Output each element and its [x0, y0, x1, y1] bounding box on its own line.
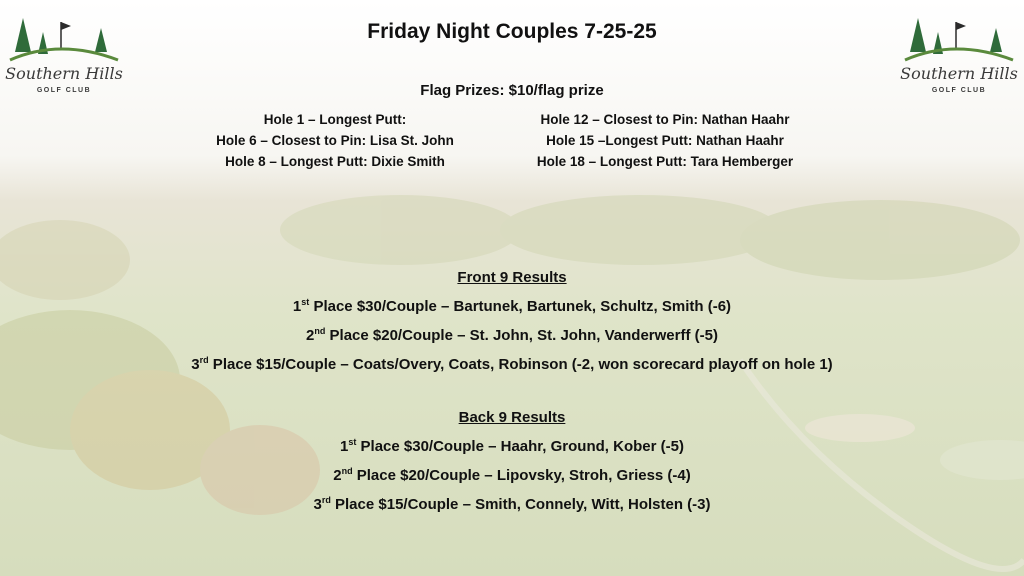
place-text: Place $30/Couple – Haahr, Ground, Kober (-5) [356, 438, 684, 455]
back-9-heading: Back 9 Results [458, 409, 566, 426]
result-line [0, 290, 1024, 319]
flag-prize-item: Hole 18 – Longest Putt: Tara Hemberger [536, 154, 794, 169]
result-line [0, 488, 1024, 517]
flag-prizes-right-column [510, 109, 820, 172]
place-number: 3 [313, 496, 322, 513]
place-number: 2 [333, 467, 342, 484]
place-text: Place $15/Couple – Smith, Connely, Witt, Holsten (-3) [330, 496, 711, 513]
place-suffix: nd [314, 326, 326, 336]
flag-prizes-heading: Flag Prizes: $10/flag prize [420, 82, 604, 99]
page-title: Friday Night Couples 7-25-25 [367, 20, 657, 43]
place-text: Place $20/Couple – Lipovsky, Stroh, Griess (-4) [352, 467, 691, 484]
place-suffix: rd [199, 355, 209, 365]
place-number: 1 [292, 298, 302, 315]
flag-prize-item: Hole 15 –Longest Putt: Nathan Haahr [546, 133, 784, 148]
flag-prize-item: Hole 1 – Longest Putt: [263, 112, 407, 127]
place-suffix: st [301, 297, 310, 307]
logo-subtitle: GOLF CLUB [931, 87, 987, 94]
front-9-heading: Front 9 Results [457, 269, 567, 286]
flag-prize-item: Hole 8 – Longest Putt: Dixie Smith [225, 154, 445, 169]
place-number: 2 [306, 327, 315, 344]
result-line [0, 348, 1024, 377]
place-suffix: nd [341, 466, 353, 476]
result-line [0, 319, 1024, 348]
result-line [0, 430, 1024, 459]
front-9-results [0, 266, 1024, 377]
logo-name: Southern Hills [5, 64, 123, 83]
place-text: Place $20/Couple – St. John, St. John, Vanderwerff (-5) [325, 327, 718, 344]
flag-prizes-left-column [190, 109, 480, 172]
logo-name: Southern Hills [900, 64, 1018, 83]
place-text: Place $30/Couple – Bartunek, Bartunek, Schultz, Smith (-6) [309, 298, 732, 315]
back-9-results [0, 406, 1024, 517]
result-line [0, 459, 1024, 488]
place-number: 3 [191, 356, 200, 373]
place-suffix: st [348, 437, 357, 447]
logo-subtitle: GOLF CLUB [36, 87, 92, 94]
flag-prize-item: Hole 6 – Closest to Pin: Lisa St. John [216, 133, 454, 148]
flag-prize-item: Hole 12 – Closest to Pin: Nathan Haahr [540, 112, 790, 127]
place-suffix: rd [321, 495, 331, 505]
place-number: 1 [340, 438, 349, 455]
place-text: Place $15/Couple – Coats/Overy, Coats, Robinson (-2, won scorecard playoff on hole 1) [208, 356, 833, 373]
